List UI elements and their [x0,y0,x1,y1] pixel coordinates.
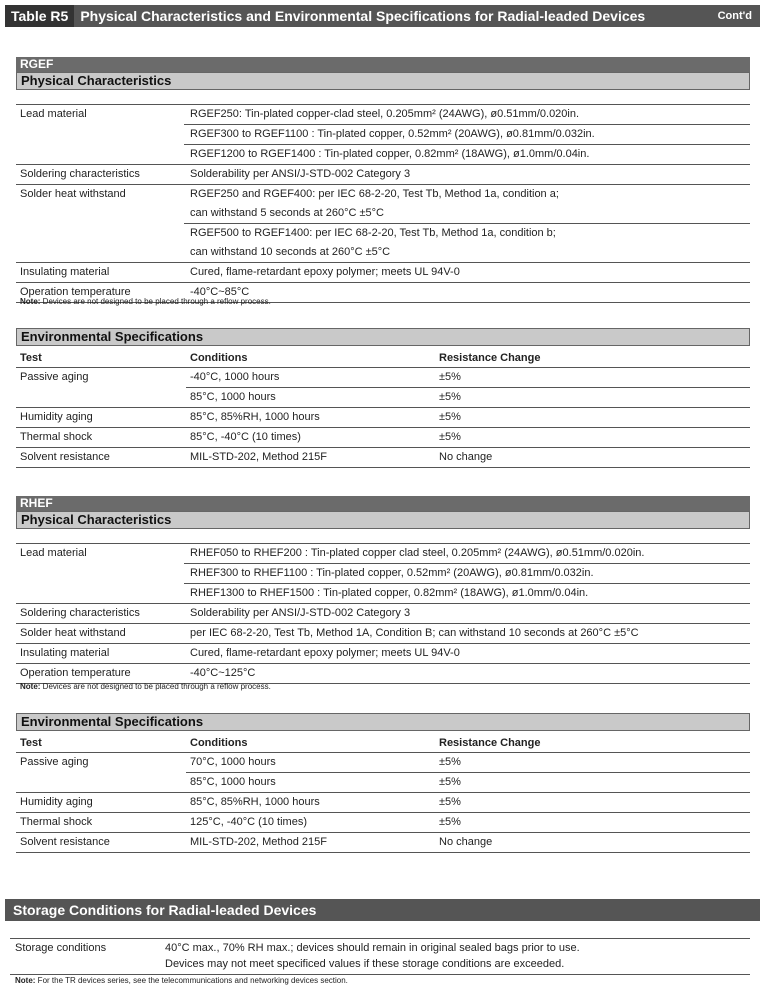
table-row [16,447,750,467]
table-header-row [16,735,750,752]
table-row [16,752,750,792]
test-name: Passive aging [20,371,89,383]
table-number: Table R5 [5,5,74,27]
row-value [184,165,750,184]
table-row [16,164,750,184]
result-row [186,772,750,792]
table-row [16,812,750,832]
table-header-row [16,350,750,367]
test-name: Humidity aging [20,796,93,808]
resistance-change-cell: No change [439,836,493,848]
value-line: Solderability per ANSI/J-STD-002 Category 3 [190,607,411,619]
storage-line: 40°C max., 70% RH max.; devices should remain in original sealed bags prior to use. [165,942,580,954]
value-line: per IEC 68-2-20, Test Tb, Method 1A, Condition B; can withstand 10 seconds at 260°C ±5°C [190,627,639,639]
conditions-cell: 125°C, -40°C (10 times) [190,816,308,828]
value-line: RGEF1200 to RGEF1400 : Tin-plated copper, 0.82mm² (18AWG), ø1.0mm/0.04in. [190,148,590,160]
row-values [184,664,750,683]
row-values [184,185,750,262]
conditions-cell: MIL-STD-202, Method 215F [190,451,327,463]
result-row [186,813,750,832]
value-line: RHEF300 to RHEF1100 : Tin-plated copper, 0.52mm² (20AWG), ø0.81mm/0.032in. [190,567,594,579]
resistance-change-cell: No change [439,451,493,463]
row-values [184,644,750,663]
row-label: Solder heat withstand [20,188,126,200]
resistance-change-cell: ±5% [439,816,461,828]
row-value [184,644,750,663]
environmental-specifications-table [16,350,750,468]
test-name: Solvent resistance [20,836,110,848]
row-label: Lead material [20,547,87,559]
environmental-specifications-table [16,735,750,853]
note [20,297,271,306]
result-row [186,428,750,447]
test-name: Humidity aging [20,411,93,423]
environmental-specifications-header [16,328,750,346]
note [20,682,271,691]
row-label: Soldering characteristics [20,168,140,180]
test-name: Thermal shock [20,816,93,828]
row-label: Solder heat withstand [20,627,126,639]
test-name: Passive aging [20,756,89,768]
note-text: Devices are not designed to be placed through a reflow process. [40,682,271,691]
resistance-change-cell: ±5% [439,371,461,383]
table-title-bar [5,5,760,27]
environmental-specifications-heading: Environmental Specifications [16,713,750,731]
test-results [186,753,750,792]
value-line: RHEF050 to RHEF200 : Tin-plated copper clad steel, 0.205mm² (24AWG), ø0.51mm/0.020in. [190,547,645,559]
physical-characteristics-heading: Physical Characteristics [16,72,750,90]
conditions-cell: 70°C, 1000 hours [190,756,276,768]
row-value [184,144,750,164]
table-row [16,262,750,282]
conditions-cell: -40°C, 1000 hours [190,371,280,383]
row-value [184,263,750,282]
row-value [184,544,750,563]
row-value [184,223,750,262]
physical-characteristics-table [16,543,750,684]
test-results [186,833,750,852]
resistance-change-cell: ±5% [439,756,461,768]
row-label: Operation temperature [20,286,131,298]
result-row [186,793,750,812]
row-value [184,185,750,223]
storage-label: Storage conditions [15,942,107,954]
table-row [16,427,750,447]
table-row [16,663,750,683]
table-row [16,184,750,262]
value-line: RGEF300 to RGEF1100 : Tin-plated copper, 0.52mm² (20AWG), ø0.81mm/0.032in. [190,128,595,140]
table-row [16,603,750,623]
column-header-resistance-change: Resistance Change [439,352,541,364]
row-values [184,105,750,164]
value-line: RGEF250: Tin-plated copper-clad steel, 0.205mm² (24AWG), ø0.51mm/0.020in. [190,108,580,120]
conditions-cell: 85°C, 85%RH, 1000 hours [190,796,320,808]
storage-line: Devices may not meet specificed values if these storage conditions are exceeded. [165,958,565,970]
test-results [186,448,750,467]
conditions-cell: 85°C, 85%RH, 1000 hours [190,411,320,423]
conditions-cell: 85°C, -40°C (10 times) [190,431,301,443]
test-results [186,428,750,447]
column-header-conditions: Conditions [190,352,248,364]
value-line: -40°C~125°C [190,667,256,679]
row-value [184,583,750,603]
resistance-change-cell: ±5% [439,391,461,403]
value-line: RHEF1300 to RHEF1500 : Tin-plated copper, 0.82mm² (18AWG), ø1.0mm/0.04in. [190,587,589,599]
value-line: Cured, flame-retardant epoxy polymer; meets UL 94V-0 [190,266,460,278]
row-value [184,664,750,683]
series-label: RHEF [16,496,750,511]
result-row [186,448,750,467]
result-row [186,753,750,772]
test-results [186,408,750,427]
section-header-rhef [16,496,750,529]
row-value [184,563,750,583]
result-row [186,408,750,427]
row-values [184,604,750,623]
storage-table [10,938,750,975]
table-row [16,792,750,812]
table-row [16,832,750,852]
row-label: Operation temperature [20,667,131,679]
resistance-change-cell: ±5% [439,796,461,808]
note-label: Note: [20,682,41,691]
test-name: Thermal shock [20,431,93,443]
value-line: can withstand 5 seconds at 260°C ±5°C [190,207,384,219]
conditions-cell: MIL-STD-202, Method 215F [190,836,327,848]
result-row [186,833,750,852]
resistance-change-cell: ±5% [439,431,461,443]
result-row [186,368,750,387]
value-line: can withstand 10 seconds at 260°C ±5°C [190,246,391,258]
row-label: Soldering characteristics [20,607,140,619]
column-header-conditions: Conditions [190,737,248,749]
value-line: RGEF250 and RGEF400: per IEC 68-2-20, Test Tb, Method 1a, condition a; [190,188,559,200]
row-values [184,624,750,643]
column-header-resistance-change: Resistance Change [439,737,541,749]
storage-note [15,976,348,985]
row-label: Insulating material [20,266,110,278]
note-text: Devices are not designed to be placed through a reflow process. [40,297,271,306]
value-line: Solderability per ANSI/J-STD-002 Category 3 [190,168,411,180]
row-value [184,105,750,124]
table-row [16,623,750,643]
section-header-rgef [16,57,750,90]
row-values [184,165,750,184]
physical-characteristics-table [16,104,750,303]
test-name: Solvent resistance [20,451,110,463]
table-row [16,407,750,427]
table-row [16,643,750,663]
series-label: RGEF [16,57,750,72]
row-values [184,263,750,282]
result-row [186,387,750,407]
environmental-specifications-heading: Environmental Specifications [16,328,750,346]
test-results [186,793,750,812]
physical-characteristics-heading: Physical Characteristics [16,511,750,529]
value-line: -40°C~85°C [190,286,250,298]
value-line: RGEF500 to RGEF1400: per IEC 68-2-20, Test Tb, Method 1a, condition b; [190,227,556,239]
note-label: Note: [20,297,41,306]
table-row [16,104,750,164]
storage-title: Storage Conditions for Radial-leaded Devices [5,899,760,921]
table-title: Physical Characteristics and Environmental Specifications for Radial-leaded Devices [80,8,646,24]
row-label: Lead material [20,108,87,120]
row-values [184,544,750,603]
continued-label: Cont'd [717,10,752,22]
environmental-specifications-header [16,713,750,731]
resistance-change-cell: ±5% [439,776,461,788]
column-header-test: Test [20,737,42,749]
test-results [186,368,750,407]
column-header-test: Test [20,352,42,364]
note-text: For the TR devices series, see the telecommunications and networking devices section. [35,976,348,985]
conditions-cell: 85°C, 1000 hours [190,776,276,788]
table-row [16,367,750,407]
resistance-change-cell: ±5% [439,411,461,423]
row-value [184,624,750,643]
row-value [184,604,750,623]
table-row [16,543,750,603]
row-value [184,124,750,144]
test-results [186,813,750,832]
note-label: Note: [15,976,36,985]
row-label: Insulating material [20,647,110,659]
conditions-cell: 85°C, 1000 hours [190,391,276,403]
value-line: Cured, flame-retardant epoxy polymer; meets UL 94V-0 [190,647,460,659]
